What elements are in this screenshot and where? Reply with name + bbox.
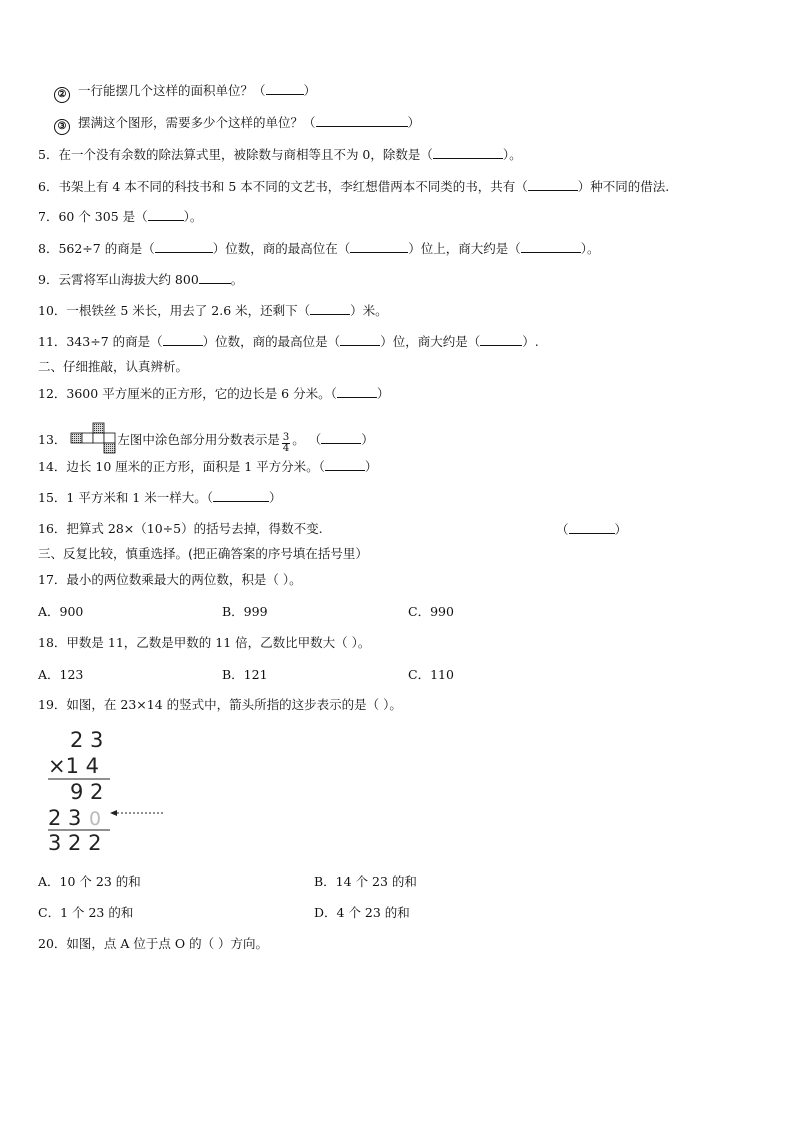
question-20: 20．如图，点 A 位于点 O 的（ ）方向。 xyxy=(38,936,269,951)
option-c[interactable]: C．990 xyxy=(408,604,454,619)
svg-text:3 2 2: 3 2 2 xyxy=(48,831,102,855)
answer-blank[interactable] xyxy=(148,208,184,221)
arrow-head-icon xyxy=(110,810,117,816)
option-b[interactable]: B．121 xyxy=(222,667,268,682)
answer-blank[interactable] xyxy=(569,521,615,534)
svg-text:×1 4: ×1 4 xyxy=(48,754,99,778)
question-19: 19．如图，在 23×14 的竖式中，箭头所指的这步表示的是（ ）。 xyxy=(38,697,402,712)
option-b[interactable]: B．14 个 23 的和 xyxy=(314,874,417,889)
answer-blank[interactable] xyxy=(528,178,578,191)
option-b[interactable]: B．999 xyxy=(222,604,268,619)
question-16-answer: （ ） xyxy=(556,522,628,537)
answer-blank[interactable] xyxy=(340,333,380,346)
answer-blank[interactable] xyxy=(266,82,304,95)
answer-blank[interactable] xyxy=(337,385,377,398)
answer-blank[interactable] xyxy=(433,146,503,159)
question-5: 5．在一个没有余数的除法算式里，被除数与商相等且不为 0，除数是（ ）。 xyxy=(38,147,522,162)
question-15: 15．1 平方米和 1 米一样大。（ ） xyxy=(38,490,282,505)
vertical-multiplication-figure xyxy=(42,726,182,856)
question-12: 12．3600 平方厘米的正方形，它的边长是 6 分米。（ ） xyxy=(38,386,390,401)
option-d[interactable]: D．4 个 23 的和 xyxy=(314,905,410,920)
fraction: $\frac{3}{4}$ xyxy=(282,432,290,454)
question-7: 7．60 个 305 是（ ）。 xyxy=(38,209,203,224)
option-a[interactable]: A．900 xyxy=(38,604,84,619)
option-a[interactable]: A．123 xyxy=(38,667,84,682)
circled-number: ② xyxy=(54,87,70,103)
answer-blank[interactable] xyxy=(480,333,522,346)
question-9: 9．云霄将军山海拔大约 800 。 xyxy=(38,272,244,287)
answer-blank[interactable] xyxy=(155,240,213,253)
question-11: 11．343÷7 的商是（ ）位数，商的最高位是（ ）位，商大约是（ ）. xyxy=(38,334,539,349)
answer-blank[interactable] xyxy=(199,271,231,284)
question-10: 10．一根铁丝 5 米长，用去了 2.6 米，还剩下（ ）米。 xyxy=(38,303,388,318)
question-13: 13． 左图中涂色部分用分数表示是 $\frac{3}{4}$ 。 （ ） xyxy=(38,422,374,454)
option-c[interactable]: C．110 xyxy=(408,667,454,682)
answer-blank[interactable] xyxy=(316,114,408,127)
answer-blank[interactable] xyxy=(321,431,361,444)
question-18: 18．甲数是 11，乙数是甲数的 11 倍，乙数比甲数大（ ）。 xyxy=(38,635,371,650)
section-heading-2: 二、仔细推敲，认真辨析。 xyxy=(38,359,189,374)
option-a[interactable]: A．10 个 23 的和 xyxy=(38,874,141,889)
answer-blank[interactable] xyxy=(325,458,365,471)
question-14: 14．边长 10 厘米的正方形，面积是 1 平方分米。（ ） xyxy=(38,459,378,474)
svg-text:0: 0 xyxy=(89,808,102,830)
answer-blank[interactable] xyxy=(350,240,408,253)
answer-blank[interactable] xyxy=(521,240,581,253)
shaded-grid-figure xyxy=(70,422,116,454)
question-8: 8．562÷7 的商是（ ）位数，商的最高位在（ ）位上，商大约是（ ）。 xyxy=(38,241,600,256)
section-heading-3: 三、反复比较，慎重选择。(把正确答案的序号填在括号里） xyxy=(38,546,368,561)
sub-question-3: ③ 摆满这个图形，需要多少个这样的单位？（ ） xyxy=(54,114,420,135)
svg-text:2 3: 2 3 xyxy=(70,728,104,752)
sub-question-2: ② 一行能摆几个这样的面积单位？（ ） xyxy=(54,82,316,103)
circled-number: ③ xyxy=(54,119,70,135)
answer-blank[interactable] xyxy=(310,302,350,315)
answer-blank[interactable] xyxy=(213,489,269,502)
question-6: 6．书架上有 4 本不同的科技书和 5 本不同的文艺书，李红想借两本不同类的书，共有（ ）种不同的借法. xyxy=(38,179,670,194)
svg-text:9 2: 9 2 xyxy=(70,780,104,804)
svg-text:2 3: 2 3 xyxy=(48,806,82,830)
answer-blank[interactable] xyxy=(163,333,203,346)
question-16: 16．把算式 28×（10÷5）的括号去掉，得数不变. xyxy=(38,521,323,536)
option-c[interactable]: C．1 个 23 的和 xyxy=(38,905,134,920)
question-17: 17．最小的两位数乘最大的两位数，积是（ ）。 xyxy=(38,572,302,587)
